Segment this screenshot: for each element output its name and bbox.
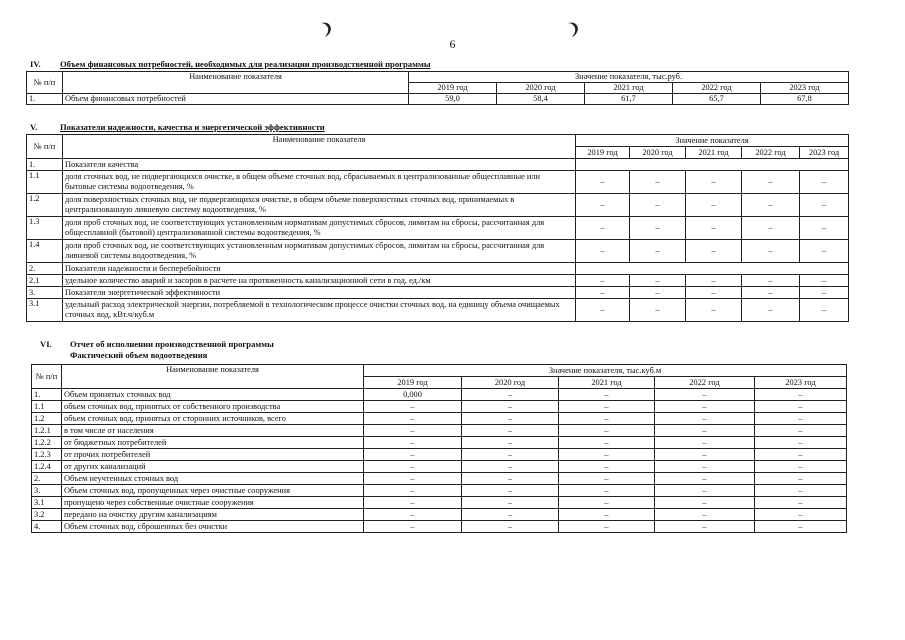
year-header: 2019 год (576, 147, 630, 159)
row-value: – (559, 497, 655, 509)
row-value: – (462, 485, 559, 497)
table-row (27, 263, 849, 275)
table-row (27, 287, 849, 299)
year-header: 2019 год (409, 83, 497, 94)
row-number: 1.1 (27, 171, 63, 194)
table-row (32, 473, 847, 485)
row-value: – (655, 401, 755, 413)
row-value: – (364, 497, 462, 509)
col-value-header: Значение показателя, тыс.руб. (409, 72, 849, 83)
row-number: 1.2.2 (32, 437, 62, 449)
year-header: 2023 год (800, 147, 849, 159)
row-value: – (462, 473, 559, 485)
row-name: передано на очистку другим канализациям (62, 509, 364, 521)
table-row (32, 413, 847, 425)
row-value: – (576, 240, 630, 263)
row-value: – (630, 240, 686, 263)
row-value: – (462, 449, 559, 461)
row-value: – (755, 413, 847, 425)
table-row (27, 299, 849, 322)
section-5-number: V. (30, 122, 38, 132)
table-row (27, 240, 849, 263)
year-header: 2023 год (755, 377, 847, 389)
row-value: – (559, 437, 655, 449)
col-value-header: Значение показателя (576, 135, 849, 147)
row-number: 2.1 (27, 275, 63, 287)
row-value: – (576, 217, 630, 240)
row-value: – (742, 171, 800, 194)
row-value: 65,7 (673, 94, 761, 105)
row-value: – (364, 485, 462, 497)
table-row (32, 389, 847, 401)
row-name: Показатели качества (63, 159, 576, 171)
row-value: – (364, 449, 462, 461)
row-value: – (364, 509, 462, 521)
row-value: – (655, 497, 755, 509)
year-header: 2021 год (585, 83, 673, 94)
row-value: – (364, 401, 462, 413)
row-value: – (630, 275, 686, 287)
row-number: 1. (27, 94, 63, 105)
row-value: 67,8 (761, 94, 849, 105)
row-value: – (755, 389, 847, 401)
row-number: 4. (32, 521, 62, 533)
wastewater-volume-table (31, 364, 847, 533)
row-value: – (559, 449, 655, 461)
row-value: – (755, 437, 847, 449)
row-value: – (742, 240, 800, 263)
row-value: – (462, 389, 559, 401)
section-6-heading (40, 339, 274, 349)
row-value: – (686, 171, 742, 194)
table-row (27, 171, 849, 194)
row-value: – (742, 299, 800, 322)
row-name: доля сточных вод, не подвергающихся очистке, в общем объеме сточных вод, сбрасываемых в централизованные общесплавные или бытовые системы водоотведения, % (63, 171, 576, 194)
row-value: – (364, 425, 462, 437)
year-header: 2022 год (655, 377, 755, 389)
row-value: – (630, 194, 686, 217)
row-value: – (655, 521, 755, 533)
row-value: 0,000 (364, 389, 462, 401)
row-value: – (686, 217, 742, 240)
row-value: – (576, 171, 630, 194)
row-number: 1. (27, 159, 63, 171)
row-value: – (686, 240, 742, 263)
row-value: – (462, 497, 559, 509)
row-value: – (742, 287, 800, 299)
row-number: 1.2.1 (32, 425, 62, 437)
year-header: 2020 год (462, 377, 559, 389)
row-value: – (686, 275, 742, 287)
row-value: – (800, 299, 849, 322)
row-number: 3. (32, 485, 62, 497)
row-value: – (630, 171, 686, 194)
table-row (32, 449, 847, 461)
row-value: – (755, 461, 847, 473)
row-value: – (742, 217, 800, 240)
year-header: 2022 год (673, 83, 761, 94)
hole-punch-mark-right (565, 20, 581, 38)
table-row (32, 521, 847, 533)
row-value: – (655, 473, 755, 485)
row-name: от бюджетных потребителей (62, 437, 364, 449)
row-value: – (559, 461, 655, 473)
col-number-header: № п/п (32, 365, 62, 389)
row-value: – (559, 509, 655, 521)
row-name: доля проб сточных вод, не соответствующих установленным нормативам допустимых сбросов, лимитам на сбросы, рассчитанная для ливневой системы водоотведения, % (63, 240, 576, 263)
year-header: 2020 год (497, 83, 585, 94)
row-value: – (742, 194, 800, 217)
table-row (32, 497, 847, 509)
row-value: – (364, 437, 462, 449)
row-name: доля поверхностных сточных вод, не подвергающихся очистке, в общем объеме поверхностных сточных вод, принимаемых в централизованную ливневую систему водоотведения, % (63, 194, 576, 217)
row-value: – (655, 425, 755, 437)
row-value (576, 263, 630, 275)
row-value: – (462, 425, 559, 437)
row-name: Объем неучтенных сточных вод (62, 473, 364, 485)
row-value: – (364, 473, 462, 485)
row-number: 1.2 (27, 194, 63, 217)
row-number: 1.2.3 (32, 449, 62, 461)
row-name: Объем сточных вод, пропущенных через очистные сооружения (62, 485, 364, 497)
row-value (630, 263, 686, 275)
section-4-heading (30, 59, 431, 69)
row-value: – (462, 413, 559, 425)
financial-needs-table (26, 71, 849, 105)
row-name: Показатели энергетической эффективности (63, 287, 576, 299)
row-value: 59,0 (409, 94, 497, 105)
year-header: 2021 год (686, 147, 742, 159)
row-name: Объем финансовых потребностей (63, 94, 409, 105)
row-value (742, 159, 800, 171)
row-value: – (800, 171, 849, 194)
reliability-quality-table (26, 134, 849, 322)
row-value: – (755, 521, 847, 533)
row-value (742, 263, 800, 275)
table-row (32, 509, 847, 521)
row-value: – (742, 275, 800, 287)
row-value: – (800, 275, 849, 287)
row-name: от прочих потребителей (62, 449, 364, 461)
row-value: – (630, 217, 686, 240)
row-number: 1.2.4 (32, 461, 62, 473)
row-value (800, 263, 849, 275)
table-row (32, 485, 847, 497)
row-name: объем сточных вод, принятых от собственного производства (62, 401, 364, 413)
row-value: – (800, 240, 849, 263)
row-value: – (755, 497, 847, 509)
section-4-title: Объем финансовых потребностей, необходимых для реализации производственной программы (60, 59, 431, 69)
row-value: – (630, 287, 686, 299)
section-6-number: VI. (40, 339, 52, 349)
row-value: – (655, 437, 755, 449)
page-number: 6 (449, 37, 456, 51)
row-value: – (364, 461, 462, 473)
row-value: 58,4 (497, 94, 585, 105)
row-value (800, 159, 849, 171)
row-value: – (364, 413, 462, 425)
row-value: – (755, 425, 847, 437)
row-value: – (462, 521, 559, 533)
row-name: Объем сточных вод, сброшенных без очистки (62, 521, 364, 533)
row-value: – (800, 287, 849, 299)
section-6-subtitle: Фактический объем водоотведения (70, 350, 208, 360)
year-header: 2022 год (742, 147, 800, 159)
row-number: 2. (27, 263, 63, 275)
row-number: 1.3 (27, 217, 63, 240)
row-value: – (655, 413, 755, 425)
hole-punch-mark-left (318, 20, 334, 38)
col-name-header: Наименование показателя (63, 135, 576, 159)
row-value (630, 159, 686, 171)
row-value: – (559, 473, 655, 485)
col-number-header: № п/п (27, 72, 63, 94)
year-header: 2021 год (559, 377, 655, 389)
col-name-header: Наименование показателя (63, 72, 409, 94)
section-6-title: Отчет об исполнении производственной программы (70, 339, 274, 349)
table-row (32, 437, 847, 449)
year-header: 2023 год (761, 83, 849, 94)
row-value: – (462, 401, 559, 413)
row-number: 1. (32, 389, 62, 401)
col-value-header: Значение показателя, тыс.куб.м (364, 365, 847, 377)
row-value: – (462, 437, 559, 449)
section-5-title: Показатели надежности, качества и энергетической эффективности (60, 122, 325, 132)
row-value: – (800, 217, 849, 240)
row-value (576, 159, 630, 171)
row-value: – (576, 194, 630, 217)
col-number-header: № п/п (27, 135, 63, 159)
row-value: – (755, 449, 847, 461)
row-value: – (655, 461, 755, 473)
row-value: – (559, 485, 655, 497)
row-value: – (462, 509, 559, 521)
row-value: – (655, 509, 755, 521)
row-name: объем сточных вод, принятых от сторонних источников, всего (62, 413, 364, 425)
row-value: – (576, 275, 630, 287)
row-value: – (755, 485, 847, 497)
row-name: в том числе от населения (62, 425, 364, 437)
table-row (27, 194, 849, 217)
row-value: – (630, 299, 686, 322)
year-header: 2020 год (630, 147, 686, 159)
table-row (32, 461, 847, 473)
row-value: – (364, 521, 462, 533)
row-value: – (559, 413, 655, 425)
row-name: пропущено через собственные очистные сооружения (62, 497, 364, 509)
row-value (686, 159, 742, 171)
row-value: – (559, 401, 655, 413)
row-value: – (462, 461, 559, 473)
row-number: 2. (32, 473, 62, 485)
row-value: – (655, 485, 755, 497)
row-value: – (686, 287, 742, 299)
table-row (27, 159, 849, 171)
year-header: 2019 год (364, 377, 462, 389)
row-name: удельное количество аварий и засоров в расчете на протяженность канализационной сети в год, ед./км (63, 275, 576, 287)
row-value: – (576, 287, 630, 299)
row-number: 1.1 (32, 401, 62, 413)
row-name: от других канализаций (62, 461, 364, 473)
row-value: – (576, 299, 630, 322)
table-row (27, 275, 849, 287)
table-row (32, 401, 847, 413)
row-name: доля проб сточных вод, не соответствующих установленным нормативам допустимых сбросов, лимитам на сбросы, рассчитанная для общесплавной (бытовой) централизованной системы водоотведения, % (63, 217, 576, 240)
row-name: Показатели надежности и бесперебойности (63, 263, 576, 275)
row-name: удельный расход электрической энергии, потребляемой в технологическом процессе очистки сточных вод, на единицу объема очищаемых сточных вод, кВт.ч/куб.м (63, 299, 576, 322)
row-value: – (655, 389, 755, 401)
row-value: – (755, 473, 847, 485)
row-number: 1.2 (32, 413, 62, 425)
row-value: – (655, 449, 755, 461)
table-row (27, 94, 849, 105)
table-row (32, 425, 847, 437)
row-value: – (755, 509, 847, 521)
row-value: – (800, 194, 849, 217)
row-number: 3.1 (32, 497, 62, 509)
row-number: 1.4 (27, 240, 63, 263)
row-value: – (559, 389, 655, 401)
row-value (686, 263, 742, 275)
row-value: – (686, 194, 742, 217)
table-row (27, 217, 849, 240)
row-value: 61,7 (585, 94, 673, 105)
section-4-number: IV. (30, 59, 41, 69)
row-number: 3.2 (32, 509, 62, 521)
section-5-heading (30, 122, 325, 132)
col-name-header: Наименование показателя (62, 365, 364, 389)
row-value: – (755, 401, 847, 413)
row-number: 3.1 (27, 299, 63, 322)
row-number: 3. (27, 287, 63, 299)
row-value: – (559, 425, 655, 437)
row-name: Объем принятых сточных вод (62, 389, 364, 401)
row-value: – (559, 521, 655, 533)
row-value: – (686, 299, 742, 322)
